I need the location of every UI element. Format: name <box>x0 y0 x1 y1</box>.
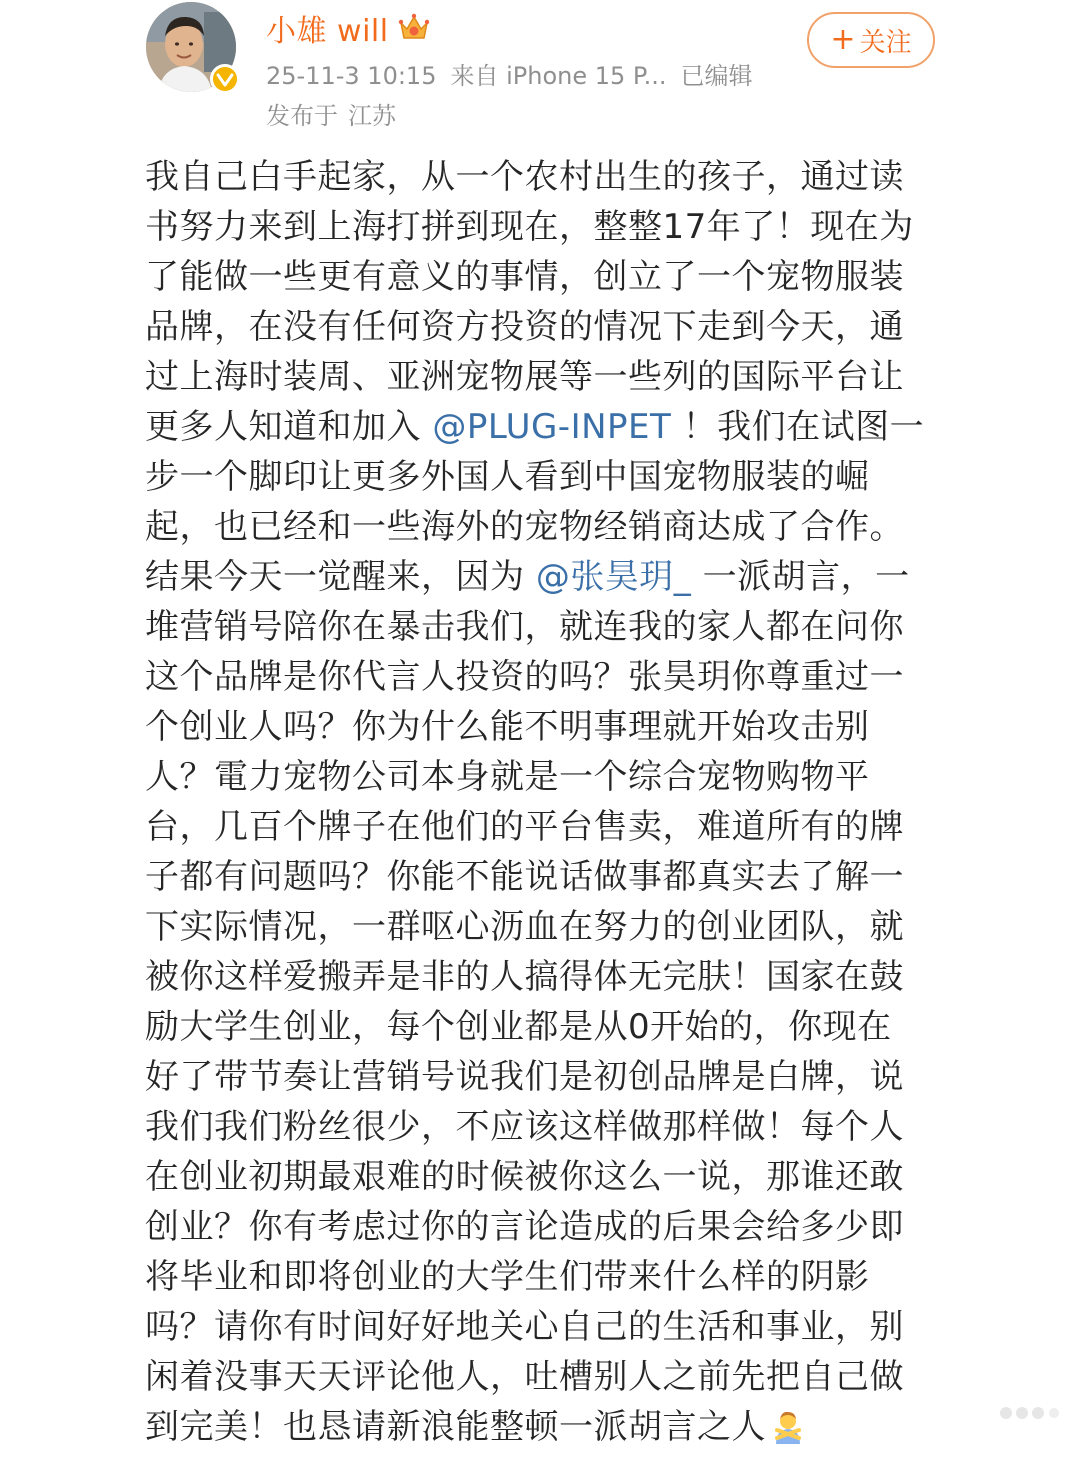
post-text-line <box>145 702 935 752</box>
username-row <box>266 6 431 50</box>
follow-button[interactable] <box>807 12 935 68</box>
post-text: 我们我们粉丝很少，不应该这样做那样做！每个人 <box>145 1107 904 1147</box>
post-text: 个创业人吗？你为什么能不明事理就开始攻击别 <box>145 707 870 747</box>
post-text: 步一个脚印让更多外国人看到中国宠物服装的崛 <box>145 457 870 497</box>
post-text-line <box>145 852 935 902</box>
post-text: 被你这样爱搬弄是非的人搞得体无完肤！国家在鼓 <box>145 957 904 997</box>
post-text-line <box>145 152 935 202</box>
follow-label: 关注 <box>859 27 912 58</box>
mention-link[interactable]: @PLUG-INPET <box>432 407 672 447</box>
post-text-line <box>145 802 935 852</box>
post-text-line <box>145 1152 935 1202</box>
verified-badge-icon <box>210 64 240 94</box>
post-text: 更多人知道和加入 <box>145 407 433 447</box>
location-value: 江苏 <box>348 102 396 130</box>
post-text: ！我们在试图一 <box>671 407 925 447</box>
post-location <box>266 96 406 131</box>
post-meta <box>266 56 767 91</box>
post-text-line <box>145 1352 935 1402</box>
post-text-line <box>145 402 935 452</box>
post-text: 这个品牌是你代言人投资的吗？张昊玥你尊重过一 <box>145 657 904 697</box>
post-text: 了能做一些更有意义的事情，创立了一个宠物服装 <box>145 257 904 297</box>
post-text: 好了带节奏让营销号说我们是初创品牌是白牌，说 <box>145 1057 904 1097</box>
post-text-line <box>145 302 935 352</box>
post-text-line <box>145 952 935 1002</box>
post-header <box>0 0 1080 140</box>
location-prefix: 发布于 <box>266 102 338 130</box>
username[interactable]: 小雄 will <box>266 14 389 49</box>
post-text-line <box>145 502 935 552</box>
post-text: 励大学生创业，每个创业都是从0开始的，你现在 <box>145 1007 892 1047</box>
watermark-dots-icon <box>998 1400 1060 1426</box>
post-text-line <box>145 1252 935 1302</box>
post-text: 台，几百个牌子在他们的平台售卖，难道所有的牌 <box>145 807 904 847</box>
post-text: 创业？你有考虑过你的言论造成的后果会给多少即 <box>145 1207 904 1247</box>
post-text-line <box>145 1002 935 1052</box>
post-text-line <box>145 1302 935 1352</box>
post-text: 下实际情况，一群呕心沥血在努力的创业团队，就 <box>145 907 904 947</box>
post-text-line <box>145 752 935 802</box>
post-text-line <box>145 902 935 952</box>
post-text: 吗？请你有时间好好地关心自己的生活和事业，别 <box>145 1307 904 1347</box>
post-text-line <box>145 1052 935 1102</box>
post-text: 书努力来到上海打拼到现在，整整17年了！现在为 <box>145 207 914 247</box>
post-text-line <box>145 652 935 702</box>
post-text-line <box>145 452 935 502</box>
post-text-line <box>145 202 935 252</box>
post-text-line <box>145 602 935 652</box>
post-text-line <box>145 352 935 402</box>
post-text: 结果今天一觉醒来，因为 <box>145 557 536 597</box>
plus-icon: + <box>830 22 856 57</box>
avatar[interactable] <box>146 2 236 92</box>
post-text: 子都有问题吗？你能不能说话做事都真实去了解一 <box>145 857 904 897</box>
post-source: 来自 iPhone 15 P... <box>450 62 667 90</box>
post-timestamp: 25-11-3 10:15 <box>266 62 437 90</box>
post-text-line <box>145 1102 935 1152</box>
post-text: 闲着没事天天评论他人，吐槽别人之前先把自己做 <box>145 1357 904 1397</box>
post-text: 堆营销号陪你在暴击我们，就连我的家人都在问你 <box>145 607 904 647</box>
post-text: 将毕业和即将创业的大学生们带来什么样的阴影 <box>145 1257 870 1297</box>
crown-icon <box>397 11 431 45</box>
post-text-line <box>145 1402 935 1452</box>
mention-link[interactable]: @张昊玥_ <box>535 557 692 597</box>
person-gesturing-no-emoji-icon <box>770 1408 806 1444</box>
post-text: 品牌，在没有任何资方投资的情况下走到今天，通 <box>145 307 904 347</box>
post-edited-label: 已编辑 <box>680 62 753 90</box>
post-text: 在创业初期最艰难的时候被你这么一说，那谁还敢 <box>145 1157 904 1197</box>
post-text: 到完美！也恳请新浪能整顿一派胡言之人 <box>145 1407 766 1447</box>
post-body <box>145 152 935 1452</box>
post-text: 过上海时装周、亚洲宠物展等一些列的国际平台让 <box>145 357 904 397</box>
post-text: 我自己白手起家，从一个农村出生的孩子，通过读 <box>145 157 904 197</box>
post-text: 起，也已经和一些海外的宠物经销商达成了合作。 <box>145 507 904 547</box>
post-text: 一派胡言，一 <box>691 557 910 597</box>
post-text-line <box>145 252 935 302</box>
post-text-line <box>145 1202 935 1252</box>
post-text: 人？電力宠物公司本身就是一个综合宠物购物平 <box>145 757 870 797</box>
post-text-line <box>145 552 935 602</box>
